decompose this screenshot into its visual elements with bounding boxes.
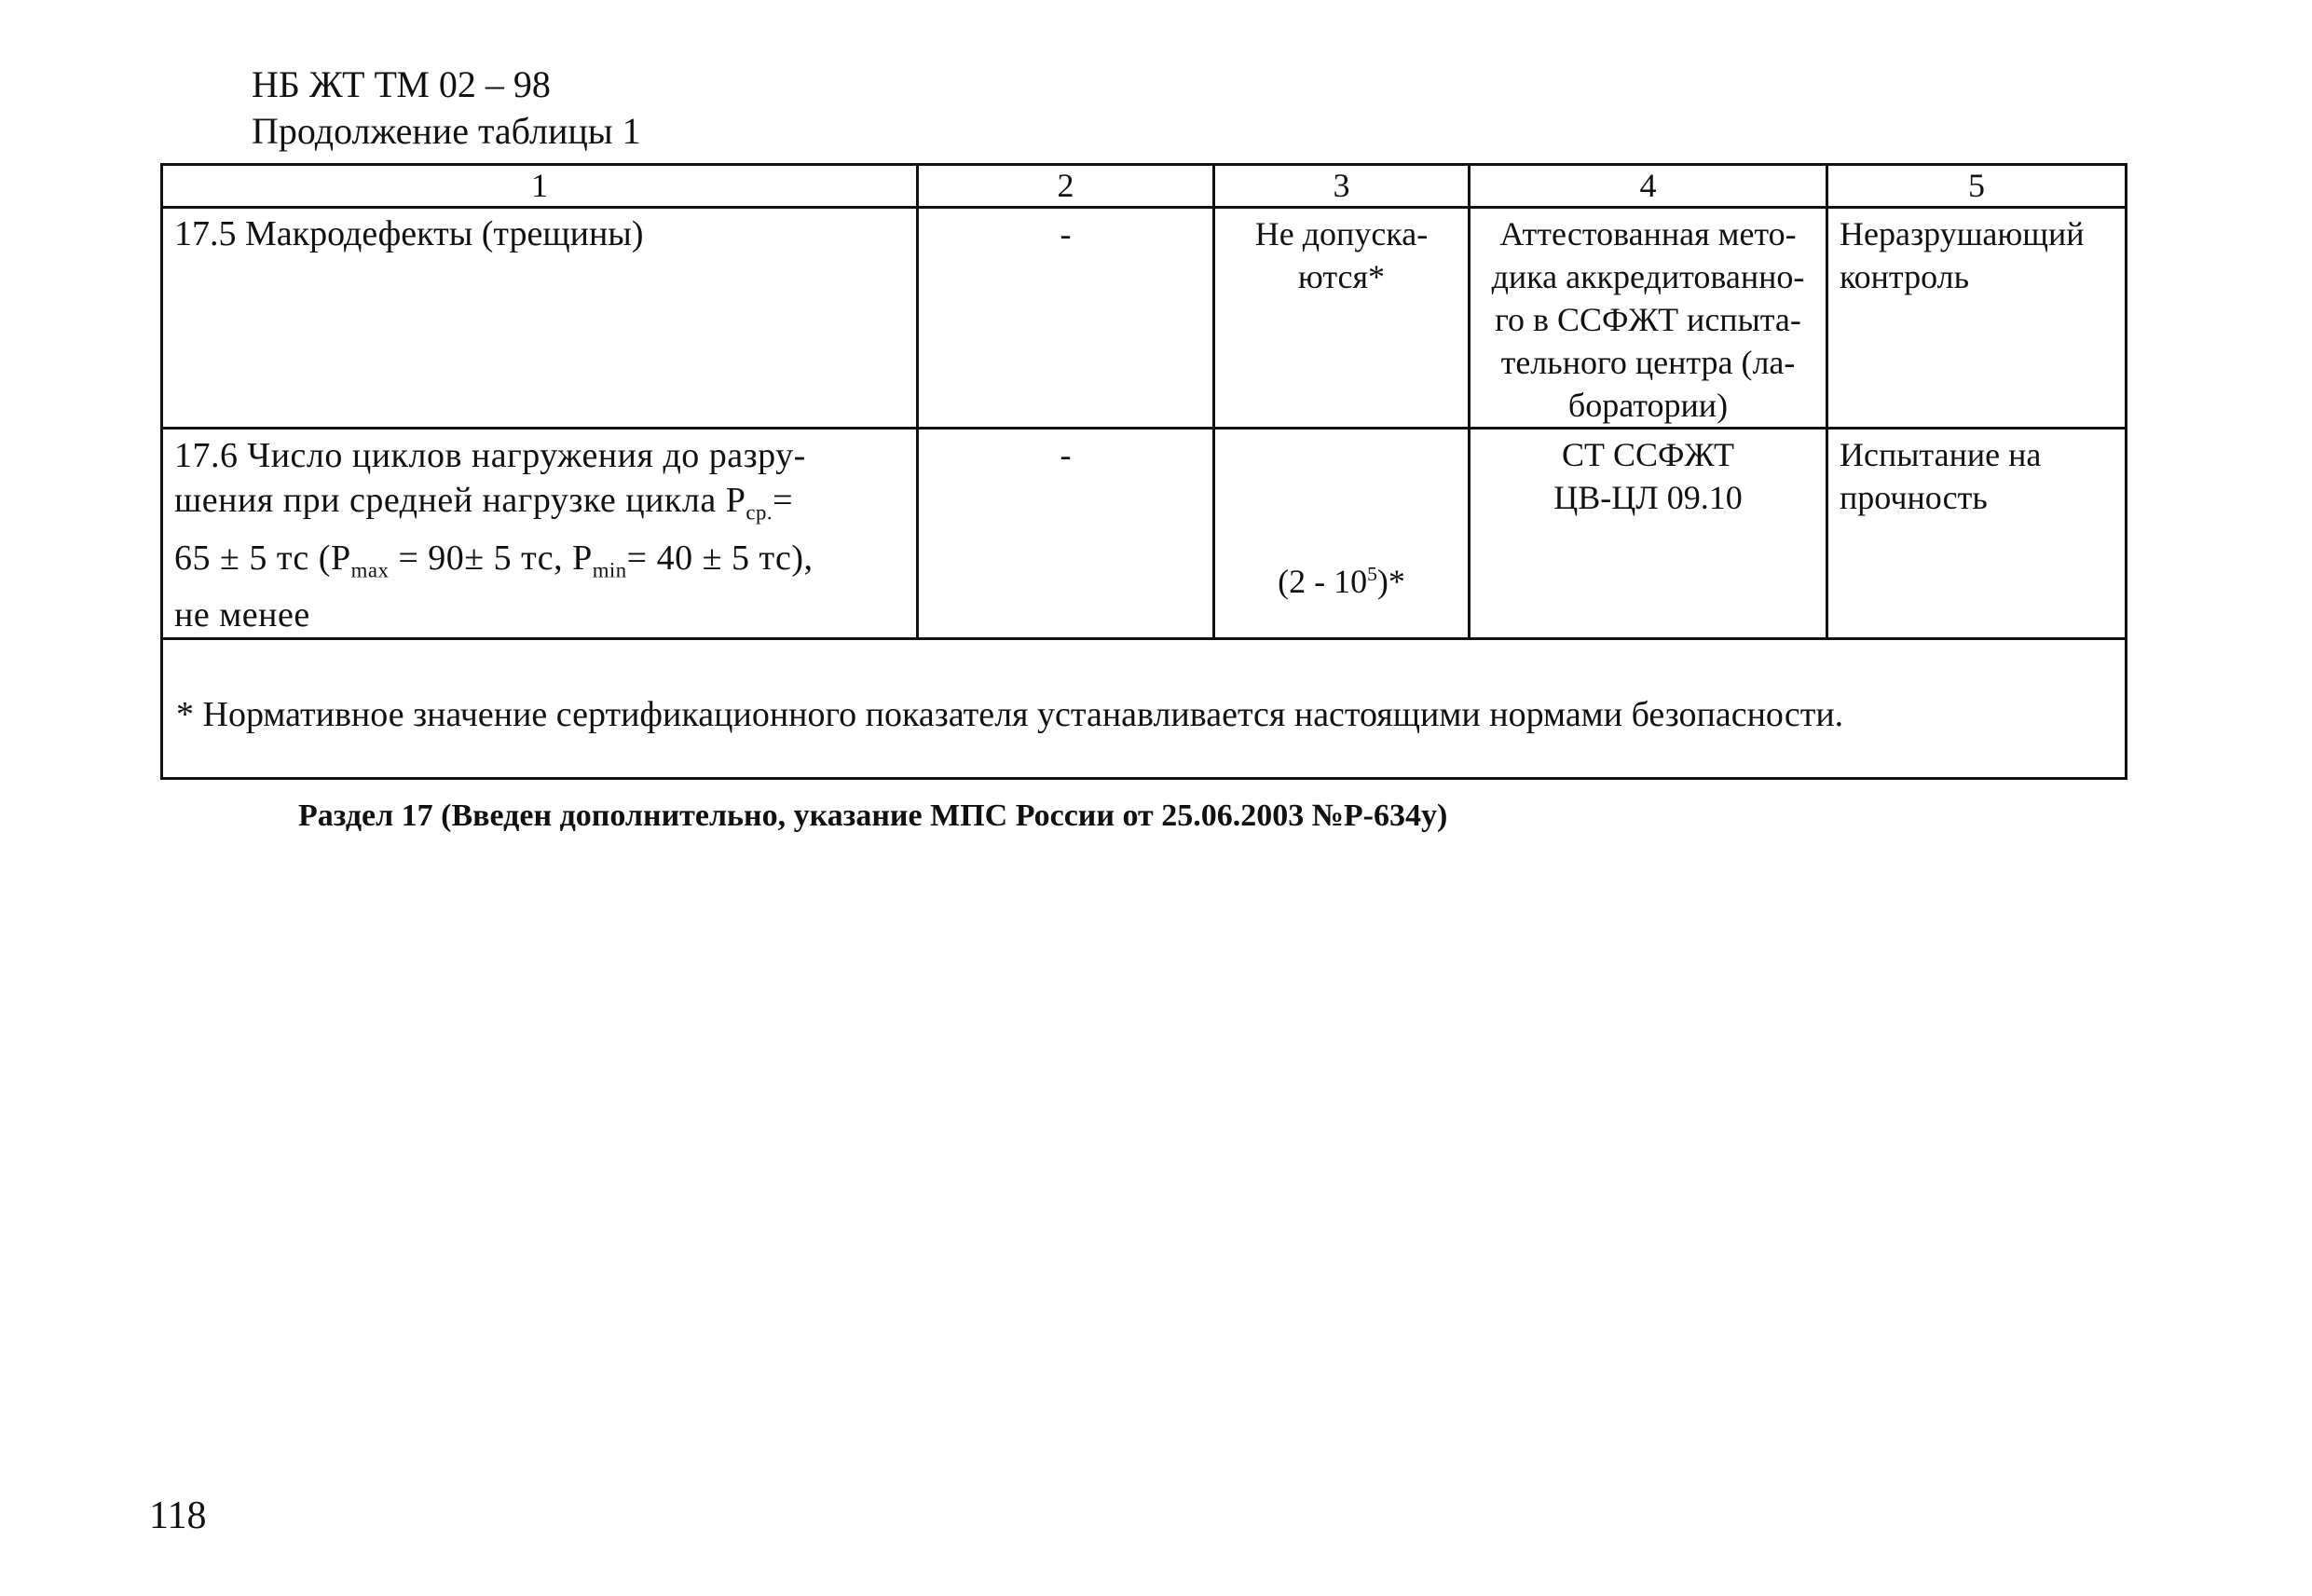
control-text-line: контроль [1840, 258, 1970, 295]
column-number: 1 [162, 165, 918, 208]
method-text-line: ЦВ-ЦЛ 09.10 [1553, 479, 1743, 516]
table-row [162, 208, 2127, 429]
control-text-line: прочность [1840, 479, 1988, 516]
norm-cell [1214, 429, 1470, 639]
subscript-max: max [350, 558, 390, 582]
norm-text-part: (2 - 10 [1278, 563, 1368, 600]
indicator-cell [162, 208, 918, 429]
method-cell [1470, 429, 1827, 639]
control-text-line: Испытание на [1840, 436, 2042, 473]
unit-cell [918, 429, 1214, 639]
indicator-text-part: = 90± 5 тс, Р [389, 538, 593, 578]
indicator-text-line [174, 478, 905, 536]
document-code: НБ ЖТ ТМ 02 – 98 [252, 63, 551, 105]
unit-cell [918, 208, 1214, 429]
column-number: 3 [1214, 165, 1470, 208]
column-number: 2 [918, 165, 1214, 208]
section-amendment-note: Раздел 17 (Введен дополнительно, указание МПС России от 25.06.2003 №Р-634у) [298, 798, 1448, 833]
column-number: 5 [1827, 165, 2127, 208]
norm-text-line: ются* [1297, 258, 1386, 295]
indicator-text-part: 65 ± 5 тс (Р [174, 538, 351, 578]
indicator-cell [162, 429, 918, 639]
column-number-row [162, 165, 2127, 208]
unit-text: - [1060, 436, 1072, 473]
requirements-table [160, 163, 2127, 780]
indicator-text: 17.5 Макродефекты (трещины) [174, 214, 644, 253]
indicator-text-line: не менее [174, 595, 310, 635]
norm-text-line: Не допуска- [1254, 215, 1429, 252]
method-text-line: дика аккредитованно- [1491, 258, 1805, 295]
method-text-line: го в ССФЖТ испыта- [1495, 301, 1801, 338]
unit-text: - [1060, 215, 1072, 252]
method-text-line: СТ ССФЖТ [1561, 436, 1735, 473]
table-note-row [162, 639, 2127, 779]
norm-value [1226, 552, 1457, 603]
method-text-line: боратории) [1567, 387, 1729, 424]
table-row [162, 429, 2127, 639]
indicator-text-line [174, 536, 905, 593]
control-cell [1827, 429, 2127, 639]
table-note: * Нормативное значение сертификационного показателя устанавливается настоящими нормами безопасности. [162, 639, 2127, 779]
method-text-line: тельного центра (ла- [1500, 344, 1796, 381]
indicator-text-part: = 40 ± 5 тс), [626, 538, 814, 578]
norm-cell [1214, 208, 1470, 429]
control-text-line: Неразрушающий [1840, 215, 2085, 252]
page-number: 118 [149, 1494, 207, 1537]
subscript-min: min [592, 558, 627, 582]
method-cell [1470, 208, 1827, 429]
superscript-exponent: 5 [1367, 563, 1377, 585]
column-number: 4 [1470, 165, 1827, 208]
subscript-cp: ср. [746, 500, 773, 525]
indicator-text-line: 17.6 Число циклов нагружения до разру- [174, 436, 806, 475]
indicator-text-part: = [773, 481, 793, 520]
control-cell [1827, 208, 2127, 429]
method-text-line: Аттестованная мето- [1499, 215, 1797, 252]
table-caption: Продолжение таблицы 1 [252, 110, 641, 152]
indicator-text-part: шения при средней нагрузке цикла Р [174, 481, 746, 520]
norm-text-part: )* [1376, 563, 1405, 600]
